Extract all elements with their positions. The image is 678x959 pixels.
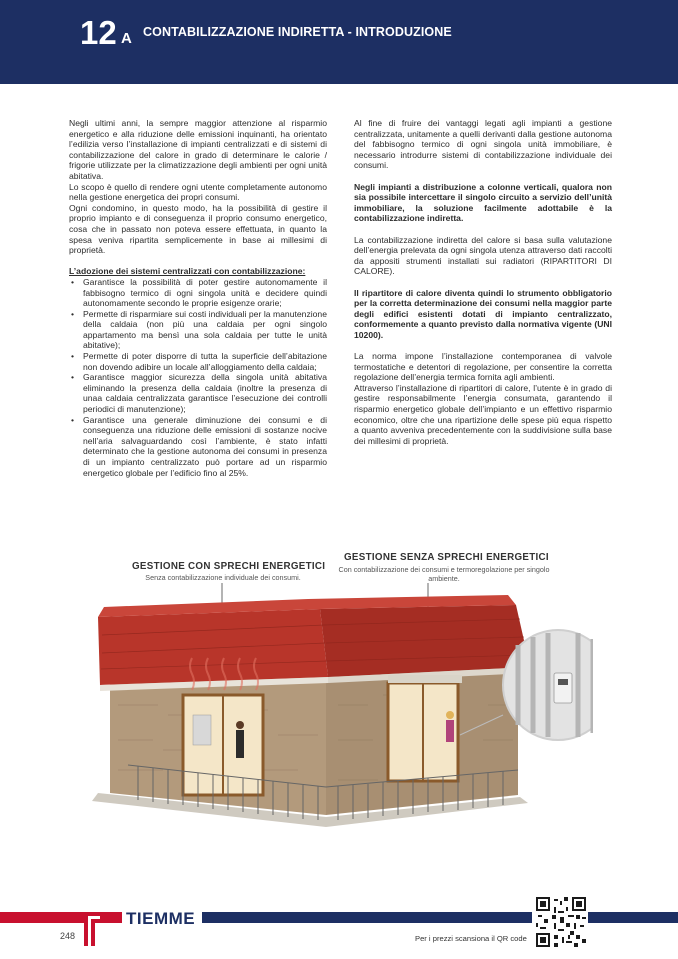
list-title: L’adozione dei sistemi centralizzati con contabilizzazione: xyxy=(69,266,306,277)
house-illustration xyxy=(88,565,593,840)
paragraph: Attraverso l’installazione di ripartitori di calore, l’utente è in grado di gestire responsabilmente l’energia consumata, garantendo il risparmio energetico globale dell’impianto e un effettivo risparmio economico, oltre che una ripartizione delle spese più equa rispetto a quanto avveniva precedentemente con la suddivisione sulla base dei millesimi di proprietà. xyxy=(354,382,612,446)
list-item: • Garantisce una generale diminuzione dei consumi e di conseguenza una riduzione delle emissioni di sostanze nocive nell’aria salvaguardando così l’ambiente, è stato infatti determinato che la gestione autonoma dei consumi in presenza di un impianto centralizzato può portare ad un risparmio energetico globale per l’edificio fino al 25%. xyxy=(83,415,327,479)
footer-line-navy-right xyxy=(588,912,678,923)
paragraph: La contabilizzazione indiretta del calore si basa sulla valutazione dell’energia prelevata da ogni singola utenza attraverso dati raccolti da appositi strumenti installati sui radiatori (RIPARTITORI DI CALORE). xyxy=(354,234,612,277)
right-label-title: GESTIONE SENZA SPRECHI ENERGETICI xyxy=(344,552,549,563)
footer-hook xyxy=(82,912,106,946)
right-lintel xyxy=(388,675,462,683)
roof-left xyxy=(98,609,328,685)
qr-note: Per i prezzi scansiona il QR code xyxy=(415,934,527,943)
person-right-head xyxy=(446,711,454,719)
text-column-right xyxy=(354,118,612,446)
text-column-left xyxy=(69,118,327,478)
list-item: • Permette di risparmiare sui costi individuali per la manutenzione della caldaia (non più una caldaia per ogni singolo appartamento ma bensì una sola caldaia per tutte le unità abitative); xyxy=(83,309,327,351)
page-header xyxy=(0,0,678,84)
benefits-list xyxy=(69,277,327,478)
page-title: CONTABILIZZAZIONE INDIRETTA - INTRODUZIONE xyxy=(143,25,452,39)
left-label-title: GESTIONE CON SPRECHI ENERGETICI xyxy=(132,561,326,572)
paragraph-bold: Negli impianti a distribuzione a colonne verticali, qualora non sia possibile intercettare il singolo circuito a servizio dell’unità immobiliare, la soluzione facilmente adottabile è la contabilizzazione indiretta. xyxy=(354,181,612,224)
left-radiator xyxy=(193,715,211,745)
paragraph: Negli ultimi anni, la sempre maggior attenzione al risparmio energetico e alla riduzione delle emissioni inquinanti, ha orientato l’edilizia verso l’installazione di impianti centralizzati e di sistemi di contabilizzazione del calore in grado di determinare le calorie / frigorie utilizzate per la climatizzazione degli ambienti per ogni unità abitativa. xyxy=(69,118,327,181)
paragraph-bold: Il ripartitore di calore diventa quindi lo strumento obbligatorio per la corretta determinazione dei consumi nella maggior parte degli edifici esistenti dotati di impianto centralizzato, conformemente a quanto previsto dalla normativa vigente (UNI 10200). xyxy=(354,287,612,340)
list-item: • Garantisce la possibilità di poter gestire autonomamente il fabbisogno termico di ogni singola unità e decidere quindi autonomamente secondo le proprie esigenze orarie; xyxy=(83,277,327,309)
qr-code[interactable] xyxy=(536,897,586,947)
person-left-head xyxy=(236,721,244,729)
right-label-subtitle: Con contabilizzazione dei consumi e termoregolazione per singolo ambiente. xyxy=(338,565,550,583)
list-item: • Permette di poter disporre di tutta la superficie dell’abitazione non dovendo adibire un locale all’alloggiamento della caldaia; xyxy=(83,351,327,372)
paragraph: Lo scopo è quello di rendere ogni utente completamente autonomo nella gestione energetica dei propri consumi. xyxy=(69,181,327,203)
person-right-body xyxy=(446,720,454,742)
paragraph: Al fine di fruire dei vantaggi legati agli impianti a gestione centralizzata, unitamente a quelli derivanti dalla gestione autonoma del fabbisogno termico di ogni singola unità immobiliare, è necessario introdurre sistemi di contabilizzazione individuale dei consumi. xyxy=(354,118,612,171)
heat-cost-allocator xyxy=(554,673,572,703)
paragraph: La norma impone l’installazione contemporanea di valvole termostatiche e detentori di regolazione, per consentire la corretta regolazione dell’energia termica fornita agli ambienti. xyxy=(354,351,612,383)
section-number: 12 xyxy=(80,14,117,51)
left-label-subtitle: Senza contabilizzazione individuale dei consumi. xyxy=(145,573,301,582)
section-letter: A xyxy=(121,30,132,47)
brand-logo: TIEMME xyxy=(126,909,196,928)
footer-line-navy xyxy=(202,912,532,923)
page-number: 248 xyxy=(60,931,76,941)
roof-right xyxy=(320,605,530,677)
list-item: • Garantisce maggior sicurezza della singola unità abitativa eliminando la presenza della caldaia (inoltre la presenza di unaa caldaia centralizzata garantisce l’esecuzione dei controlli periodici di manutenzione); xyxy=(83,372,327,414)
person-left-body xyxy=(236,730,244,758)
paragraph: Ogni condomino, in questo modo, ha la possibilità di gestire il proprio impianto e di conseguenza il proprio consumo energetico, cosa che in passato non poteva essere effettuata, in quanto la spesa veniva ripartita semplicemente in base ai millesimi di proprietà. xyxy=(69,202,327,256)
